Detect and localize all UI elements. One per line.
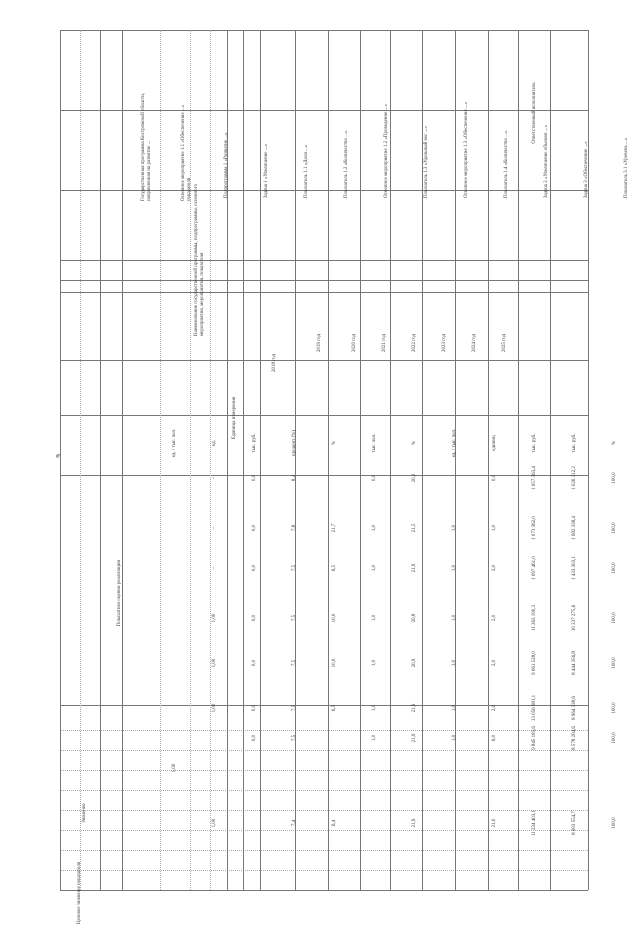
row-value: 7,5 (292, 704, 297, 712)
row-value: 11 263 190,3 (532, 604, 537, 632)
row-value: 9 061 528,0 (532, 651, 537, 675)
row-value: 1,00 (212, 703, 217, 713)
row-value: 0,0 (372, 474, 377, 482)
row-value: 1,0 (452, 614, 457, 622)
row-unit: ед. (212, 440, 217, 446)
row-unit: тыс. руб. (252, 433, 257, 453)
row-name: Основное мероприятие 1.1 «Обеспечение ...» показатели (181, 104, 192, 201)
header-year-2: 2020 год (352, 333, 357, 353)
row-value: 100,0 (612, 472, 617, 484)
header-year-4: 2022 год (412, 333, 417, 353)
row-value: 100,0 (612, 702, 617, 714)
row-value: 0,0 (252, 474, 257, 482)
row-value: 8,4 (292, 474, 297, 482)
row-value: 1 082 338,4 (572, 516, 577, 540)
row-value: 100,0 (612, 732, 617, 744)
row-value: 0,0 (252, 614, 257, 622)
row-value: 2,0 (492, 659, 497, 667)
row-value: 0,0 (252, 564, 257, 572)
header-base-year: 2018 год (272, 353, 277, 373)
row-final: 8 003 554,7 (572, 811, 577, 835)
header-year-7: 2025 год (502, 333, 507, 353)
row-name: Показатель 1.2 «Количество ...» (344, 130, 349, 198)
row-unit: тыс. чел. (372, 433, 377, 453)
row-name: Основное мероприятие 1.2 «Проведение ...» (384, 104, 389, 198)
row-value: 1 097 461,0 (532, 556, 537, 580)
row-value: 20,0 (412, 473, 417, 483)
header-year-3: 2021 год (382, 333, 387, 353)
row-final: 1,00 (212, 818, 217, 828)
row-name: Задача 3 «Обеспечение ...» (584, 141, 589, 198)
row-value: 1 026 312,2 (572, 466, 577, 490)
row-final: 7,4 (292, 819, 297, 827)
row-final: 100,0 (612, 817, 617, 829)
page-number: 9 (54, 454, 63, 458)
row-value: 1,00 (172, 763, 177, 773)
row-unit: процент (%) (292, 429, 297, 457)
row-value: 10,0 (332, 613, 337, 623)
row-value: 21,7 (332, 523, 337, 533)
header-final-group: Целевое значение показателя (77, 861, 82, 925)
row-name: Подпрограмма 1 «Развитие ...» (224, 132, 229, 198)
header-year-6: 2024 год (472, 333, 477, 353)
row-value: 20,9 (412, 658, 417, 668)
header-final: Значение (82, 803, 87, 823)
row-unit: ед. / тыс. чел. (172, 428, 177, 458)
header-year-1: 2019 год (317, 333, 322, 353)
row-value: 1,0 (372, 614, 377, 622)
row-value: 21,9 (412, 703, 417, 713)
row-value: 7,8 (292, 524, 297, 532)
row-value: 10,0 (332, 658, 337, 668)
header-values-group: Показатели оценки реализации (117, 559, 122, 627)
row-final: 6,4 (332, 819, 337, 827)
row-value: 1,0 (452, 564, 457, 572)
row-value: 100,0 (612, 522, 617, 534)
row-name: Основное мероприятие 1.3 «Обеспечение ...» (464, 101, 469, 198)
row-value: 100,0 (612, 657, 617, 669)
row-value: 1,0 (372, 524, 377, 532)
row-value: 2,0 (492, 564, 497, 572)
row-value: 1,0 (452, 524, 457, 532)
row-name: Задача 2 «Увеличение объемов ...» (544, 124, 549, 198)
row-value: 1 057 363,4 (532, 466, 537, 490)
row-value: 100,0 (612, 562, 617, 574)
row-value: 1 073 362,0 (532, 516, 537, 540)
row-value: 1,0 (452, 704, 457, 712)
row-value: 0,0 (252, 704, 257, 712)
row-value: 1,0 (372, 704, 377, 712)
row-unit: тыс. руб. (572, 433, 577, 453)
row-value: 1,0 (452, 734, 457, 742)
row-value: 7,5 (292, 734, 297, 742)
row-value: 6,5 (332, 704, 337, 712)
row-value: 8 964 338,6 (572, 696, 577, 720)
row-name: Задача 1 «Увеличение ...» (264, 143, 269, 198)
row-value: 1,00 (212, 613, 217, 623)
header-unit: Единица измерения (232, 396, 237, 440)
row-unit: % (612, 440, 617, 446)
row-value: 1,0 (372, 659, 377, 667)
row-value: 0,0 (252, 659, 257, 667)
row-unit: единиц (492, 435, 497, 451)
row-value: 7,5 (292, 659, 297, 667)
row-value: 1,0 (372, 734, 377, 742)
row-value: – (212, 476, 217, 480)
row-unit: % (332, 440, 337, 446)
row-final: 21,9 (412, 818, 417, 828)
row-value: 6,5 (332, 564, 337, 572)
row-name: Показатель 3.1 «Уровень ...» (624, 137, 629, 198)
row-value: 1,00 (212, 658, 217, 668)
row-value: 1,0 (452, 659, 457, 667)
row-final: 21,0 (492, 818, 497, 828)
header-responsible: Ответственный исполнитель (532, 82, 537, 144)
row-value: 7,5 (292, 564, 297, 572)
row-value: 2,0 (492, 704, 497, 712)
row-value: 0,0 (252, 734, 257, 742)
row-name: Государственная программа Костромской области, направленная на развитие ... (141, 93, 152, 201)
row-value: 8 444 356,8 (572, 651, 577, 675)
row-value: 9 845 183,6 (532, 726, 537, 750)
row-unit: % (412, 440, 417, 446)
row-value: 0,0 (252, 524, 257, 532)
row-value: – (212, 566, 217, 570)
row-value: 21,5 (412, 523, 417, 533)
row-value: 21,9 (412, 733, 417, 743)
row-value: 1,0 (492, 524, 497, 532)
row-value: 10 237 275,6 (572, 604, 577, 632)
row-value: – (212, 526, 217, 530)
rotated-table (60, 30, 629, 925)
row-value: 1 433 303,1 (572, 556, 577, 580)
row-value: 8 578 204,6 (572, 726, 577, 750)
header-indicators: Наименование государственной программы, подпрограммы, основного мероприятия, мероприятия, показателя (194, 183, 205, 336)
row-value: 0,0 (492, 474, 497, 482)
row-value: 100,0 (612, 612, 617, 624)
row-value: 1,0 (372, 564, 377, 572)
row-unit: тыс. руб. (532, 433, 537, 453)
row-value: 7,5 (292, 614, 297, 622)
row-value: 6,0 (492, 734, 497, 742)
row-unit: ед. / тыс. чел. (452, 428, 457, 458)
row-name: Показатель 1.3 «Удельный вес ...» (424, 126, 429, 198)
row-name: Показатель 1.4 «Количество ...» (504, 130, 509, 198)
row-value: 21,9 (412, 563, 417, 573)
row-value: 13 056 681,1 (532, 694, 537, 722)
row-name: Показатель 1.1 «Доля ...» (304, 144, 309, 198)
header-year-5: 2023 год (442, 333, 447, 353)
row-final: 11 234 403,1 (532, 809, 537, 837)
row-value: 20,8 (412, 613, 417, 623)
row-value: 2,0 (492, 614, 497, 622)
